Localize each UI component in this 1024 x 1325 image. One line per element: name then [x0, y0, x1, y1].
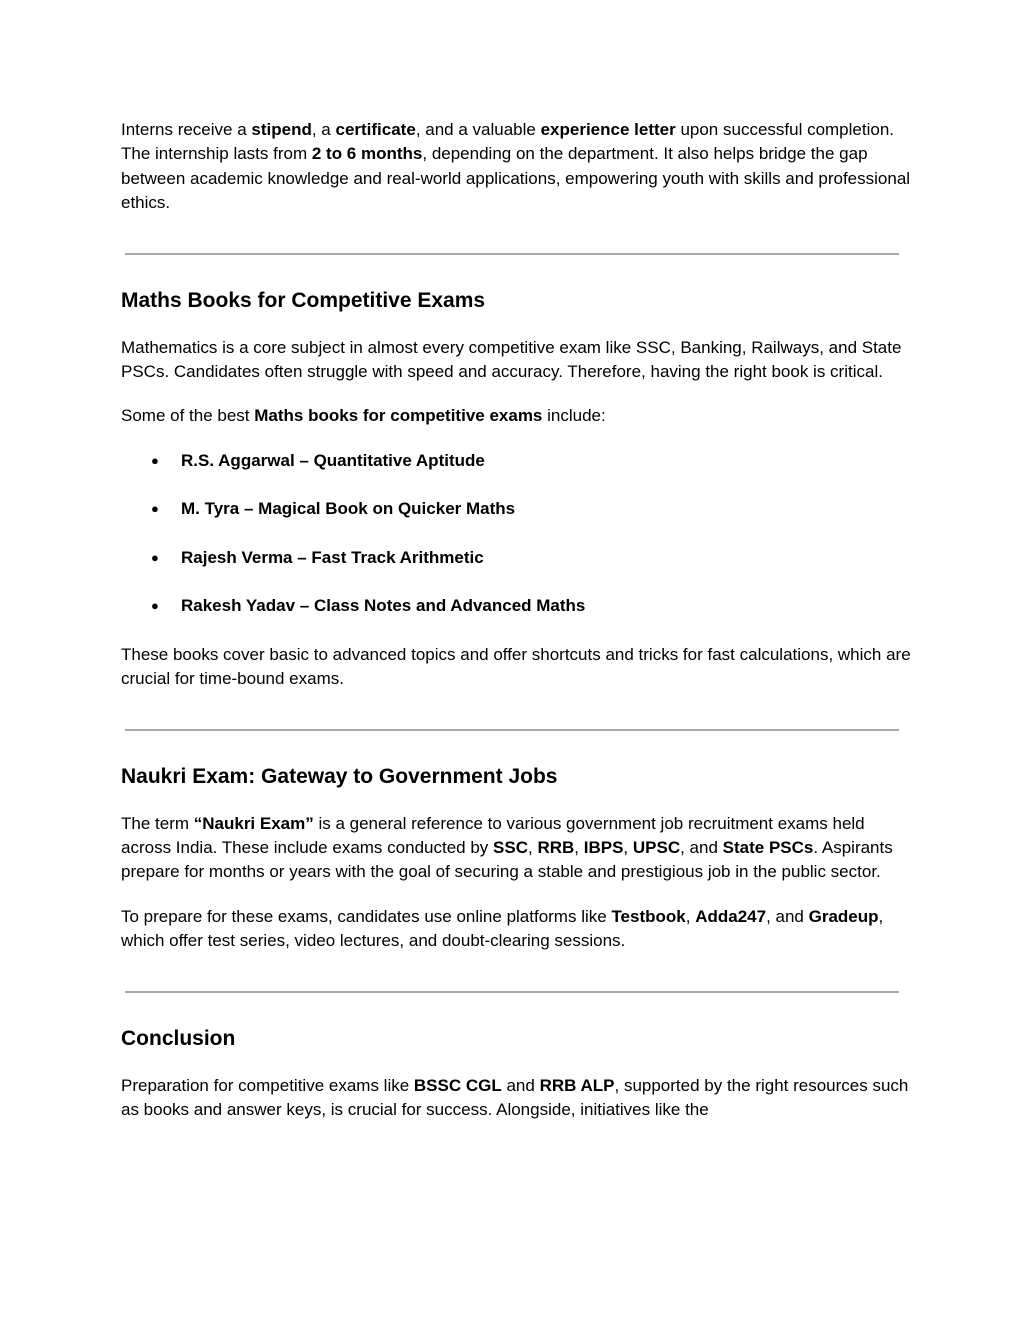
book-title: Rakesh Yadav – Class Notes and Advanced Maths [181, 596, 586, 616]
text: Interns receive a [121, 120, 252, 139]
naukri-platforms-paragraph [121, 905, 911, 954]
text: , [623, 838, 633, 858]
maths-paragraph: Mathematics is a core subject in almost every competitive exam like SSC, Banking, Railways, and State PSCs. Candidates often struggle with speed and accuracy. Therefore, having the right book is critical. [121, 337, 902, 382]
conclusion-paragraph [121, 1074, 911, 1123]
bold-text: RRB [537, 838, 575, 858]
text: is a general reference to various government job recruitment exams held across India. These include exams conducted by [121, 813, 865, 858]
list-item [121, 497, 911, 521]
bold-text: BSSC CGL [413, 1075, 502, 1095]
divider [125, 729, 899, 731]
bold-text: certificate [335, 120, 416, 139]
text: , and a valuable [415, 120, 541, 139]
bold-text: Testbook [611, 906, 686, 926]
books-list [121, 449, 911, 619]
bold-text: RRB ALP [539, 1075, 615, 1095]
bold-text: SSC [493, 838, 528, 858]
text: Some of the best [121, 406, 255, 426]
text: , a [311, 120, 336, 139]
bold-text: 2 to 6 months [311, 144, 423, 164]
bullet-icon: ● [151, 549, 159, 565]
bullet-icon: ● [151, 598, 159, 614]
bold-text: experience letter [540, 120, 676, 139]
text: To prepare for these exams, candidates use online platforms like [121, 906, 612, 926]
text: , which offer test series, video lectures, and doubt-clearing sessions. [121, 906, 884, 951]
text: , [527, 838, 538, 858]
text: . Aspirants prepare for months or years with the goal of securing a stable and prestigious job in the public sector. [121, 838, 893, 882]
text: , depending on the department. It also helps bridge the gap between academic knowledge and real-world applications, empowering youth with skills and professional ethics. [121, 144, 911, 213]
document-page [121, 118, 911, 1123]
text: , supported by the right resources such as books and answer keys, is crucial for success. Alongside, initiatives like the [121, 1075, 909, 1120]
bold-text: stipend [251, 120, 312, 139]
text: Preparation for competitive exams like [121, 1075, 414, 1095]
section-heading-conclusion: Conclusion [121, 1026, 236, 1050]
book-title: R.S. Aggarwal – Quantitative Aptitude [181, 450, 485, 470]
list-item [121, 449, 911, 473]
intro-paragraph [121, 118, 911, 216]
section-heading-naukri: Naukri Exam: Gateway to Government Jobs [121, 764, 558, 788]
bold-text: UPSC [632, 838, 681, 858]
maths-summary-paragraph: These books cover basic to advanced topics and offer shortcuts and tricks for fast calculations, which are crucial for time-bound exams. [121, 644, 911, 689]
bold-text: “Naukri Exam” [193, 813, 314, 833]
text: include: [542, 406, 606, 426]
text: , and [766, 906, 809, 926]
naukri-paragraph [121, 812, 911, 885]
book-title: M. Tyra – Magical Book on Quicker Maths [181, 499, 516, 519]
text: and [501, 1075, 540, 1095]
bold-text: Maths books for competitive exams [254, 406, 543, 426]
text: , [574, 838, 584, 858]
text: , [685, 906, 696, 926]
maths-intro-paragraph [121, 404, 911, 428]
text: upon successful completion. The internship lasts from [121, 120, 895, 164]
list-item [121, 594, 911, 618]
bold-text: Adda247 [695, 906, 767, 926]
section-heading-maths: Maths Books for Competitive Exams [121, 288, 486, 312]
bold-text: State PSCs [722, 838, 814, 858]
text: , and [680, 838, 723, 858]
divider [125, 991, 899, 993]
list-item [121, 546, 911, 570]
text: The term [121, 813, 194, 833]
book-title: Rajesh Verma – Fast Track Arithmetic [181, 547, 484, 567]
bold-text: IBPS [583, 838, 624, 858]
bold-text: Gradeup [808, 906, 879, 926]
bullet-icon: ● [151, 452, 159, 468]
bullet-icon: ● [151, 501, 159, 517]
divider [125, 253, 899, 255]
